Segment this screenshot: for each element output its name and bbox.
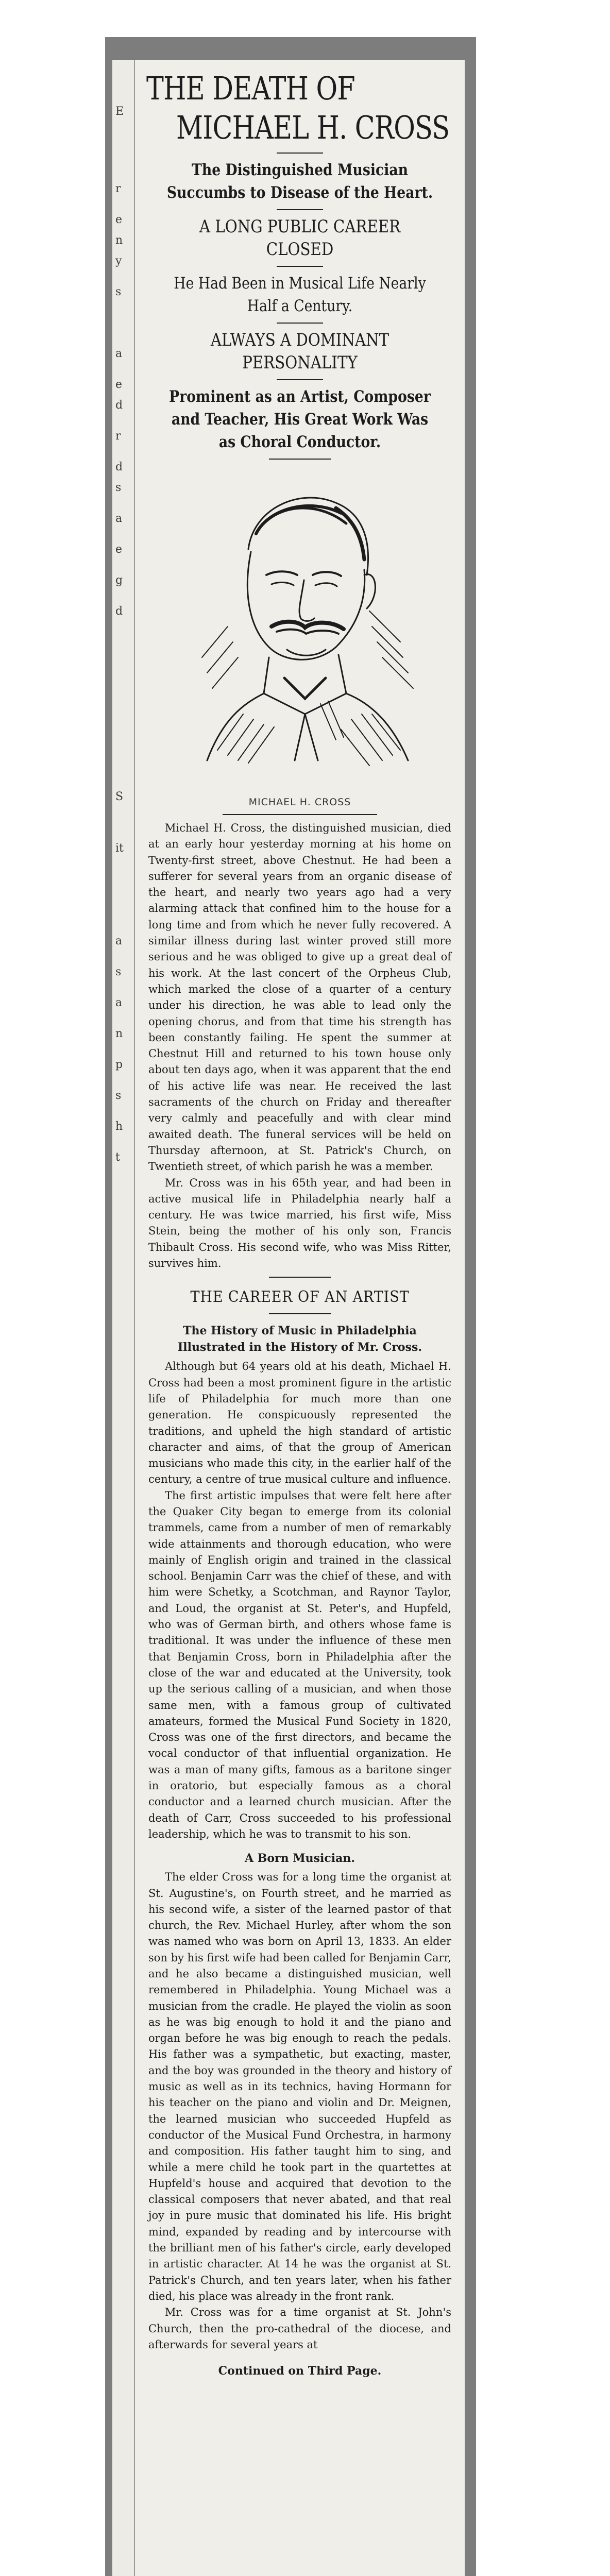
deck-4: ALWAYS A DOMINANT PERSONALITY — [210, 330, 389, 373]
strip-fragment: e — [115, 543, 123, 556]
deck-3: He Had Been in Musical Life Nearly Half a Century. — [174, 274, 426, 315]
section-body — [148, 1359, 451, 1842]
strip-fragment: s — [115, 481, 122, 494]
strip-fragment: y — [115, 255, 122, 267]
strip-fragment: h — [115, 1120, 123, 1133]
strip-fragment: d — [115, 399, 123, 412]
divider — [223, 814, 377, 815]
strip-fragment: a — [115, 996, 123, 1009]
strip-fragment: d — [115, 605, 123, 618]
adjacent-column-strip — [112, 60, 135, 2576]
strip-fragment: p — [115, 1058, 123, 1071]
strip-fragment: n — [115, 234, 123, 247]
strip-fragment: s — [115, 1089, 122, 1102]
strip-fragment: r — [115, 430, 121, 443]
continued-notice: Continued on Third Page. — [218, 2364, 382, 2378]
divider — [269, 1313, 331, 1314]
paragraph: Although but 64 years old at his death, Michael H. Cross had been a most prominent figure in the artistic life of Philadelphia for much more than one generation. He conspicuously represented the traditions, and upheld the high standard of artistic character and aims, of that the group of American musicians who made this city, in the earlier half of the century, a centre of true musical culture and influence. — [148, 1360, 451, 1486]
newspaper-column — [135, 60, 465, 2576]
headline-line-2: MICHAEL H. CROSS — [176, 109, 450, 146]
divider — [269, 1277, 331, 1278]
divider — [277, 266, 323, 267]
strip-fragment: g — [115, 574, 123, 587]
strip-fragment: a — [115, 935, 123, 947]
strip-fragment: it — [115, 842, 124, 855]
section-deck: The History of Music in Philadelphia Illustrated in the History of Mr. Cross. — [177, 1324, 422, 1354]
portrait-caption: MICHAEL H. CROSS — [248, 796, 351, 808]
divider — [277, 209, 323, 210]
section-heading: THE CAREER OF AN ARTIST — [190, 1288, 410, 1307]
strip-fragment: s — [115, 285, 122, 298]
strip-fragment: a — [115, 512, 123, 525]
strip-fragment: E — [115, 105, 124, 118]
strip-fragment: e — [115, 213, 123, 226]
divider — [277, 323, 323, 324]
strip-fragment: e — [115, 378, 123, 391]
deck-5: Prominent as an Artist, Composer and Teacher, His Great Work Was as Choral Conductor. — [169, 387, 431, 451]
strip-fragment: a — [115, 347, 123, 360]
paragraph: Michael H. Cross, the distinguished musician, died at an early hour yesterday morning at his home on Twenty-first street, above Chestnut. He had been a sufferer for several years from an organic disease of the heart, and nearly two years ago had a very alarming attack that confined him to the house for a long time and from which he never fully recovered. A similar illness during last winter proved still more serious and he was obliged to give up a great deal of his work. At the last concert of the Orpheus Club, which marked the close of a quarter of a century under his direction, he was able to lead only the opening chorus, and from that time his strength has been constantly failing. He spent the summer at Chestnut Hill and returned to his town house only about ten days ago, when it was apparent that the end of his active life was near. He received the last sacraments of the church on Friday and thereafter very calmly and peacefully and with clear mind awaited death. The funeral services will be held on Thursday afternoon, at St. Patrick's Church, on Twentieth street, of which parish he was a member. — [148, 822, 451, 1173]
headline-line-1: THE DEATH OF — [146, 70, 355, 107]
divider — [269, 459, 331, 460]
subhead: A Born Musician. — [245, 1852, 355, 1866]
strip-fragment: r — [115, 182, 121, 195]
born-body — [148, 1869, 451, 2353]
portrait-engraving — [166, 472, 434, 791]
paragraph: The first artistic impulses that were felt here after the Quaker City began to emerge from its colonial trammels, came from a number of men of remarkably wide attainments and thorough education, who were mainly of English origin and trained in the classical school. Benjamin Carr was the chief of these, and with him were Schetky, a Scotchman, and Raynor Taylor, and Loud, the organist at St. Peter's, and Hupfeld, who was of German birth, and others whose fame is traditional. It was under the influence of these men that Benjamin Cross, born in Philadelphia after the close of the war and educated at the University, took up the serious calling of a musician, and when those same men, with a famous group of cultivated amateurs, formed the Musical Fund Society in 1820, Cross was one of the first directors, and became the vocal conductor of that influential organization. He was a man of many gifts, famous as a baritone singer in oratorio, but especially famous as a choral conductor and a learned church musician. After the death of Carr, Cross succeeded to his professional leadership, which he was to transmit to his son. — [148, 1489, 451, 1840]
strip-fragment: s — [115, 965, 122, 978]
strip-fragment: S — [115, 790, 124, 803]
paragraph: Mr. Cross was for a time organist at St. John's Church, then the pro-cathedral of the diocese, and afterwards for several years at — [148, 2306, 451, 2351]
strip-fragment: d — [115, 461, 123, 473]
divider — [277, 152, 323, 154]
article-body — [148, 820, 451, 1272]
strip-fragment: n — [115, 1027, 123, 1040]
deck-2: A LONG PUBLIC CAREER CLOSED — [199, 216, 401, 260]
strip-fragment: t — [115, 1151, 120, 1164]
divider — [277, 379, 323, 380]
paragraph: The elder Cross was for a long time the organist at St. Augustine's, on Fourth street, and he married as his second wife, a sister of the learned pastor of that church, the Rev. Michael Hurley, after whom the son was named who was born on April 13, 1833. An elder son by his first wife had been called for Benjamin Carr, and he also became a distinguished musician, well remembered in Philadelphia. Young Michael was a musician from the cradle. He played the violin as soon as he was big enough to hold it and the piano and organ before he was big enough to reach the pedals. His father was a sympathetic, but exacting, master, and the boy was grounded in the theory and history of music as well as in its technics, having Hormann for his teacher on the piano and violin and Dr. Meignen, the learned musician who succeeded Hupfeld as conductor of the Musical Fund Orchestra, in harmony and composition. His father taught him to sing, and while a mere child he took part in the quartettes at Hupfeld's house and acquired that devotion to the classical composers that never abated, and that real joy in pure music that dominated his life. His bright mind, expanded by reading and by intercourse with the brilliant men of his father's circle, early developed in artistic character. At 14 he was the organist at St. Patrick's Church, and ten years later, when his father died, his place was already in the front rank. — [148, 1871, 451, 2302]
paragraph: Mr. Cross was in his 65th year, and had been in active musical life in Philadelphia nearly half a century. He was twice married, his first wife, Miss Stein, being the mother of his only son, Francis Thibault Cross. His second wife, who was Miss Ritter, survives him. — [148, 1176, 451, 1270]
deck-1: The Distinguished Musician Succumbs to Disease of the Heart. — [166, 161, 433, 202]
